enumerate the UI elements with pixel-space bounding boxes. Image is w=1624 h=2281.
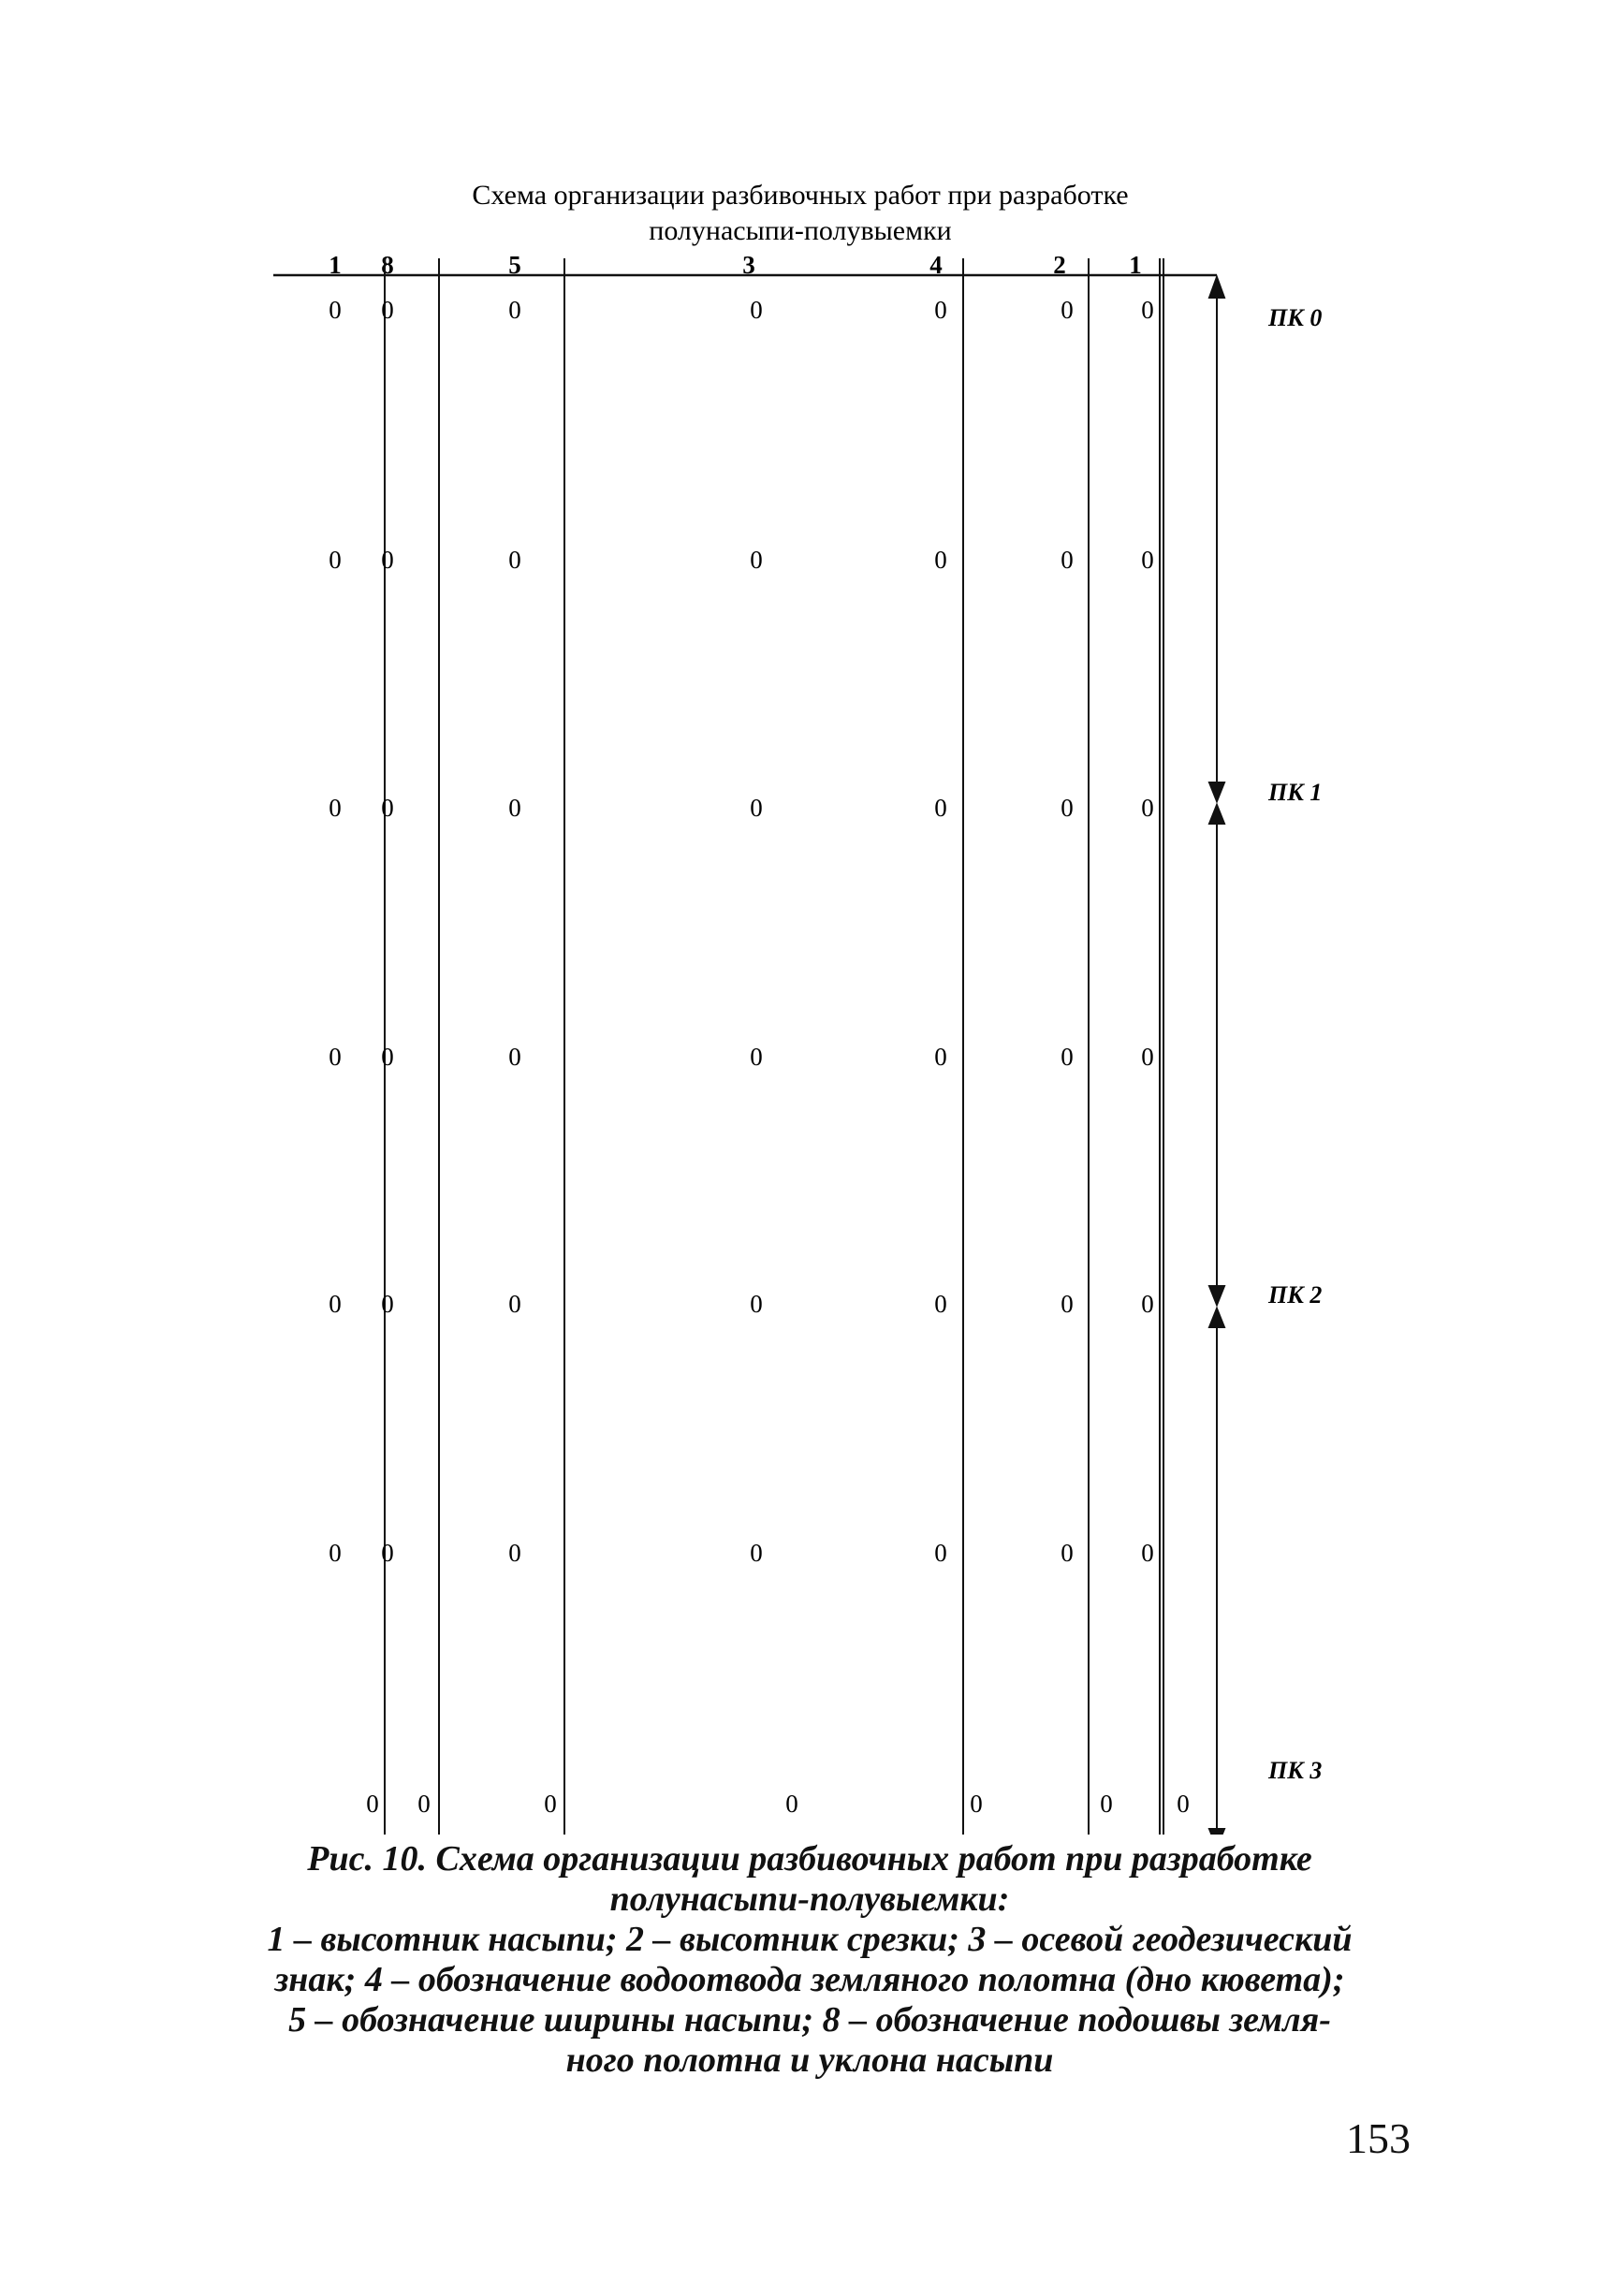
stake-mark: 0 bbox=[934, 1290, 947, 1318]
arrowhead-up-icon bbox=[1209, 277, 1224, 298]
picket-label: ПК 3 bbox=[1268, 1757, 1323, 1784]
caption-line: ного полотна и уклона насыпи bbox=[565, 2040, 1054, 2080]
stake-mark: 0 bbox=[417, 1790, 431, 1818]
arrowhead-up-icon bbox=[1209, 1309, 1224, 1327]
caption-line: полунасыпи-полувыемки: bbox=[609, 1879, 1010, 1919]
stake-mark: 0 bbox=[381, 1290, 394, 1318]
stake-mark: 0 bbox=[750, 794, 763, 822]
arrowhead-down-icon bbox=[1209, 1286, 1224, 1305]
column-label: 1 bbox=[1129, 251, 1142, 279]
caption-line: 5 – обозначение ширины насыпи; 8 – обозначение подошвы земля- bbox=[288, 2000, 1331, 2040]
page-number: 153 bbox=[1346, 2114, 1411, 2162]
picket-label: ПК 2 bbox=[1268, 1281, 1323, 1309]
stake-mark: 0 bbox=[750, 546, 763, 574]
stake-mark: 0 bbox=[750, 1043, 763, 1071]
scheme-title-line2: полунасыпи-полувыемки bbox=[649, 215, 952, 246]
column-label: 3 bbox=[742, 251, 755, 279]
stake-mark: 0 bbox=[508, 296, 521, 324]
stake-mark: 0 bbox=[508, 1290, 521, 1318]
caption-line: Рис. 10. Схема организации разбивочных работ при разработке bbox=[307, 1839, 1312, 1879]
vertical-lines bbox=[385, 258, 1163, 1835]
stake-grid bbox=[329, 296, 1190, 1818]
stake-mark: 0 bbox=[1141, 1539, 1154, 1567]
picket-label: ПК 0 bbox=[1268, 304, 1323, 331]
stake-mark: 0 bbox=[508, 546, 521, 574]
stake-mark: 0 bbox=[934, 1539, 947, 1567]
stake-mark: 0 bbox=[1141, 546, 1154, 574]
stake-mark: 0 bbox=[750, 1290, 763, 1318]
stake-mark: 0 bbox=[508, 1043, 521, 1071]
stake-mark: 0 bbox=[381, 794, 394, 822]
picket-label: ПК 1 bbox=[1268, 779, 1323, 806]
arrowhead-down-icon bbox=[1209, 782, 1224, 801]
stake-mark: 0 bbox=[785, 1790, 798, 1818]
stake-mark: 0 bbox=[544, 1790, 557, 1818]
picket-labels bbox=[1267, 304, 1322, 1784]
column-label: 1 bbox=[329, 251, 342, 279]
stake-mark: 0 bbox=[1141, 1043, 1154, 1071]
stake-mark: 0 bbox=[934, 296, 947, 324]
stake-mark: 0 bbox=[381, 1539, 394, 1567]
stake-mark: 0 bbox=[750, 1539, 763, 1567]
caption-line: 1 – высотник насыпи; 2 – высотник срезки; 3 – осевой геодезический bbox=[267, 1920, 1353, 1959]
stake-mark: 0 bbox=[934, 794, 947, 822]
stake-mark: 0 bbox=[1100, 1790, 1113, 1818]
scheme-title-line1: Схема организации разбивочных работ при разработке bbox=[472, 180, 1129, 211]
arrowhead-down-icon bbox=[1209, 1829, 1224, 1835]
column-label: 2 bbox=[1053, 251, 1066, 279]
arrowhead-up-icon bbox=[1209, 805, 1224, 824]
stake-mark: 0 bbox=[1061, 296, 1074, 324]
stake-mark: 0 bbox=[329, 1539, 342, 1567]
stake-mark: 0 bbox=[1141, 1290, 1154, 1318]
stake-mark: 0 bbox=[366, 1790, 379, 1818]
stake-mark: 0 bbox=[381, 1043, 394, 1071]
stake-mark: 0 bbox=[1061, 1539, 1074, 1567]
stake-mark: 0 bbox=[934, 1043, 947, 1071]
stake-mark: 0 bbox=[329, 546, 342, 574]
stake-mark: 0 bbox=[1177, 1790, 1190, 1818]
stake-mark: 0 bbox=[329, 794, 342, 822]
column-label: 8 bbox=[381, 251, 394, 279]
stake-mark: 0 bbox=[381, 296, 394, 324]
column-label: 5 bbox=[508, 251, 521, 279]
stake-mark: 0 bbox=[329, 296, 342, 324]
stake-mark: 0 bbox=[1061, 794, 1074, 822]
picket-arrows bbox=[1209, 277, 1224, 1835]
stake-mark: 0 bbox=[1141, 794, 1154, 822]
stake-mark: 0 bbox=[970, 1790, 983, 1818]
stake-mark: 0 bbox=[329, 1043, 342, 1071]
caption-line: знак; 4 – обозначение водоотвода земляного полотна (дно кювета); bbox=[274, 1960, 1345, 1999]
stake-mark: 0 bbox=[1061, 1290, 1074, 1318]
stake-mark: 0 bbox=[934, 546, 947, 574]
stake-mark: 0 bbox=[508, 794, 521, 822]
figure-caption bbox=[159, 1839, 1460, 2081]
stake-mark: 0 bbox=[1141, 296, 1154, 324]
stake-mark: 0 bbox=[508, 1539, 521, 1567]
stake-mark: 0 bbox=[329, 1290, 342, 1318]
stake-mark: 0 bbox=[1061, 1043, 1074, 1071]
stake-mark: 0 bbox=[381, 546, 394, 574]
stake-mark: 0 bbox=[750, 296, 763, 324]
column-label: 4 bbox=[929, 251, 943, 279]
stake-mark: 0 bbox=[1061, 546, 1074, 574]
